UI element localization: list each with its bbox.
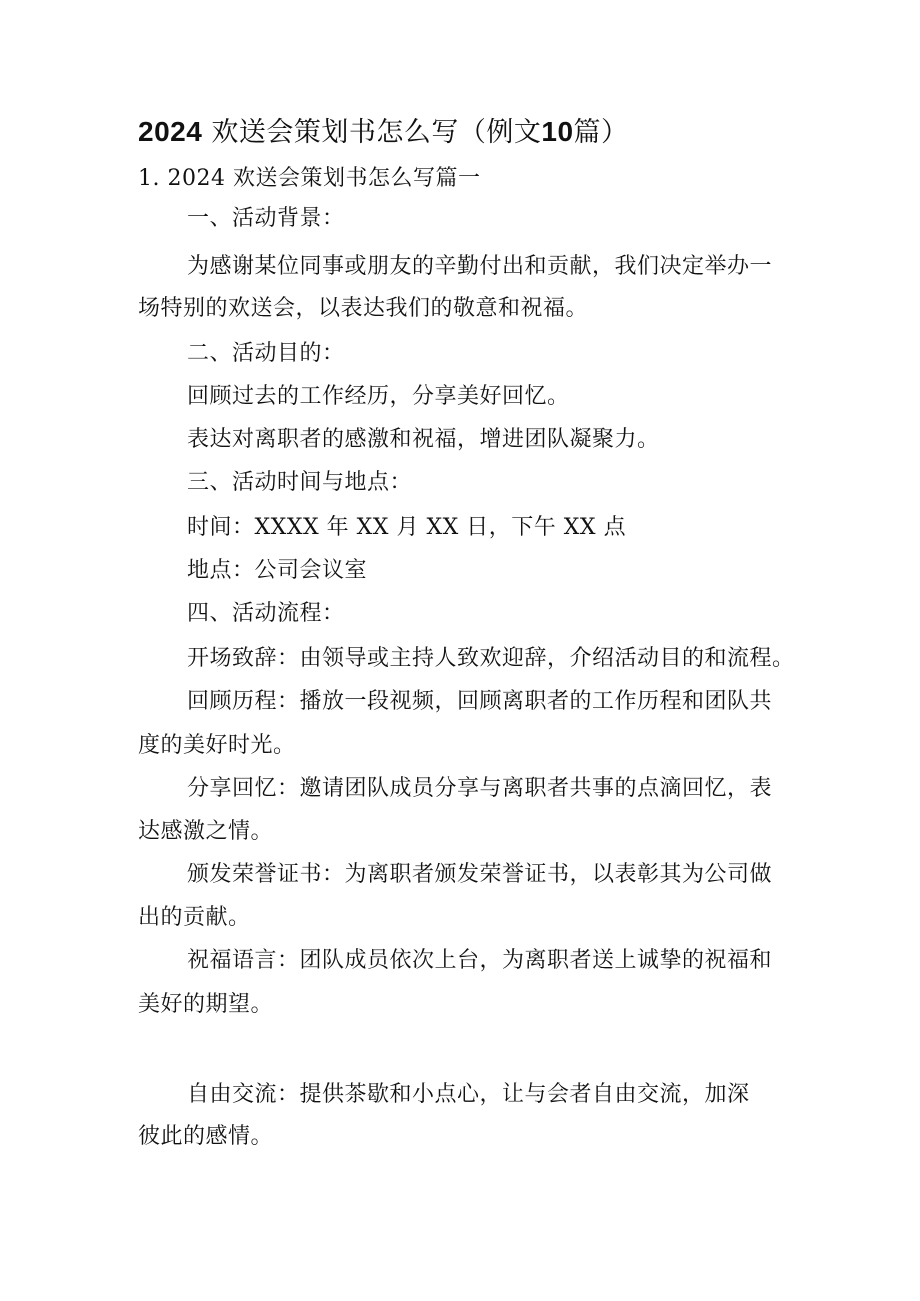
document-title [138, 112, 838, 153]
paragraph-line: 祝福语言：团队成员依次上台，为离职者送上诚挚的祝福和 [187, 948, 773, 973]
paragraph-line: 度的美好时光。 [138, 733, 296, 758]
title-count: 10 [541, 116, 574, 147]
paragraph-line: 开场致辞：由领导或主持人致欢迎辞，介绍活动目的和流程。 [187, 646, 795, 671]
paragraph-line: 为感谢某位同事或朋友的辛勤付出和贡献，我们决定举办一 [187, 254, 773, 279]
paragraph-line: 地点：公司会议室 [187, 558, 368, 583]
title-suffix: 篇） [573, 117, 629, 148]
paragraph-line: 美好的期望。 [138, 992, 274, 1017]
paragraph-line: 出的贡献。 [138, 905, 251, 930]
paragraph-line: 时间：XXXX 年 XX 月 XX 日，下午 XX 点 [187, 515, 627, 540]
heading-time-place: 三、活动时间与地点： [187, 470, 413, 495]
title-year: 2024 [138, 116, 203, 147]
paragraph-line: 回顾过去的工作经历，分享美好回忆。 [187, 384, 570, 409]
section-heading: 1. 2024 欢送会策划书怎么写篇一 [138, 166, 481, 191]
paragraph-line: 场特别的欢送会，以表达我们的敬意和祝福。 [138, 296, 589, 321]
heading-process: 四、活动流程： [187, 601, 345, 626]
title-text: 欢送会策划书怎么写（例文 [211, 117, 542, 148]
paragraph-line: 达感激之情。 [138, 819, 274, 844]
heading-purpose: 二、活动目的： [187, 341, 345, 366]
paragraph-line: 回顾历程：播放一段视频，回顾离职者的工作历程和团队共 [187, 689, 773, 714]
paragraph-line: 表达对离职者的感激和祝福，增进团队凝聚力。 [187, 427, 660, 452]
paragraph-line: 自由交流：提供茶歇和小点心，让与会者自由交流，加深 [187, 1082, 750, 1107]
paragraph-line: 分享回忆：邀请团队成员分享与离职者共事的点滴回忆，表 [187, 776, 773, 801]
paragraph-line: 彼此的感情。 [138, 1124, 274, 1149]
paragraph-line: 颁发荣誉证书：为离职者颁发荣誉证书，以表彰其为公司做 [187, 862, 773, 887]
heading-background: 一、活动背景： [187, 206, 345, 231]
